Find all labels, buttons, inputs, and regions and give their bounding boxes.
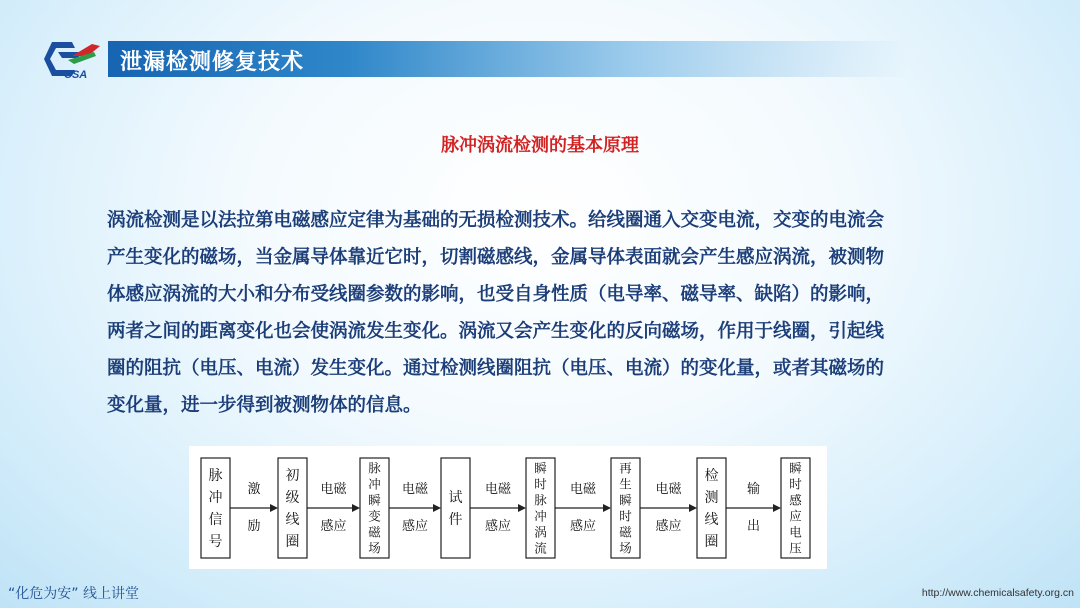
- flow-box: [697, 458, 726, 558]
- csa-logo: [42, 38, 104, 80]
- flow-arrow-label: 电磁: [320, 482, 347, 497]
- flow-box-label: 试件: [448, 490, 463, 529]
- flow-arrow-label: 感应: [320, 519, 347, 534]
- flow-arrow: [470, 481, 526, 534]
- flow-box-label: 瞬时脉冲涡流: [534, 460, 547, 556]
- flow-box: [781, 458, 810, 558]
- flow-arrow-label: 感应: [569, 519, 597, 534]
- flow-arrow: [389, 481, 441, 534]
- flow-arrow-label: 电磁: [484, 482, 512, 497]
- flow-box-label: 脉冲信号: [208, 468, 223, 551]
- flow-arrow-label: 电磁: [401, 482, 429, 497]
- title-bar: [108, 41, 908, 77]
- flow-box-label: 初级线圈: [285, 468, 300, 551]
- slide-subtitle: 脉冲涡流检测的基本原理: [441, 135, 639, 156]
- flow-arrow-label: 出: [746, 519, 761, 534]
- flow-box: [360, 458, 389, 558]
- logo-text: CSA: [64, 69, 88, 80]
- flow-arrow-label: 电磁: [569, 482, 597, 497]
- footer-lecture-label: “化危为安” 线上讲堂: [8, 586, 139, 602]
- flow-arrow-label: 励: [247, 519, 261, 534]
- flow-arrow: [726, 481, 781, 534]
- flow-arrow-label: 感应: [484, 519, 512, 534]
- flow-arrow-label: 电磁: [655, 482, 682, 497]
- flow-arrow: [230, 482, 278, 534]
- flow-box-label: 瞬时感应电压: [789, 460, 802, 556]
- flow-arrow: [555, 481, 611, 534]
- flow-box-label: 检测线圈: [704, 468, 719, 551]
- flow-box: [441, 458, 470, 558]
- flow-box: [201, 458, 230, 558]
- flow-arrow-label: 输: [746, 482, 761, 497]
- flow-arrow-label: 感应: [655, 519, 682, 534]
- flow-arrow: [640, 481, 697, 534]
- flow-arrow-label: 激: [247, 482, 261, 497]
- flow-box: [278, 458, 307, 558]
- flow-box: [526, 458, 555, 558]
- flow-arrow-label: 感应: [401, 519, 429, 534]
- body-paragraph: 涡流检测是以法拉第电磁感应定律为基础的无损检测技术。给线圈通入交变电流，交变的电流会 产生变化的磁场，当金属导体靠近它时，切割磁感线，金属导体表面就会产生感应涡流，被测物 体感应涡流的大小和分布受线圈参数的影响，也受自身性质（电导率、磁导率、缺陷）的影响， 两者之间的距离变化也会使涡流发生变化。涡流又会产生变化的反向磁场，作用于线圈，引起线 圈的阻抗（电压、电流）发生变化。通过检测线圈阻抗（电压、电流）的变化量，或者其磁场的 变化量，进一步得到被测物体的信息。: [107, 210, 885, 416]
- flow-box: [611, 458, 640, 558]
- page-title: 泄漏检测修复技术: [120, 50, 305, 75]
- footer-url: http://www.chemicalsafety.org.cn: [921, 587, 1074, 599]
- flow-arrow: [307, 481, 360, 534]
- flow-box-label: 脉冲瞬变磁场: [368, 460, 381, 556]
- flow-diagram: [189, 446, 827, 569]
- flow-box-label: 再生瞬时磁场: [619, 460, 632, 556]
